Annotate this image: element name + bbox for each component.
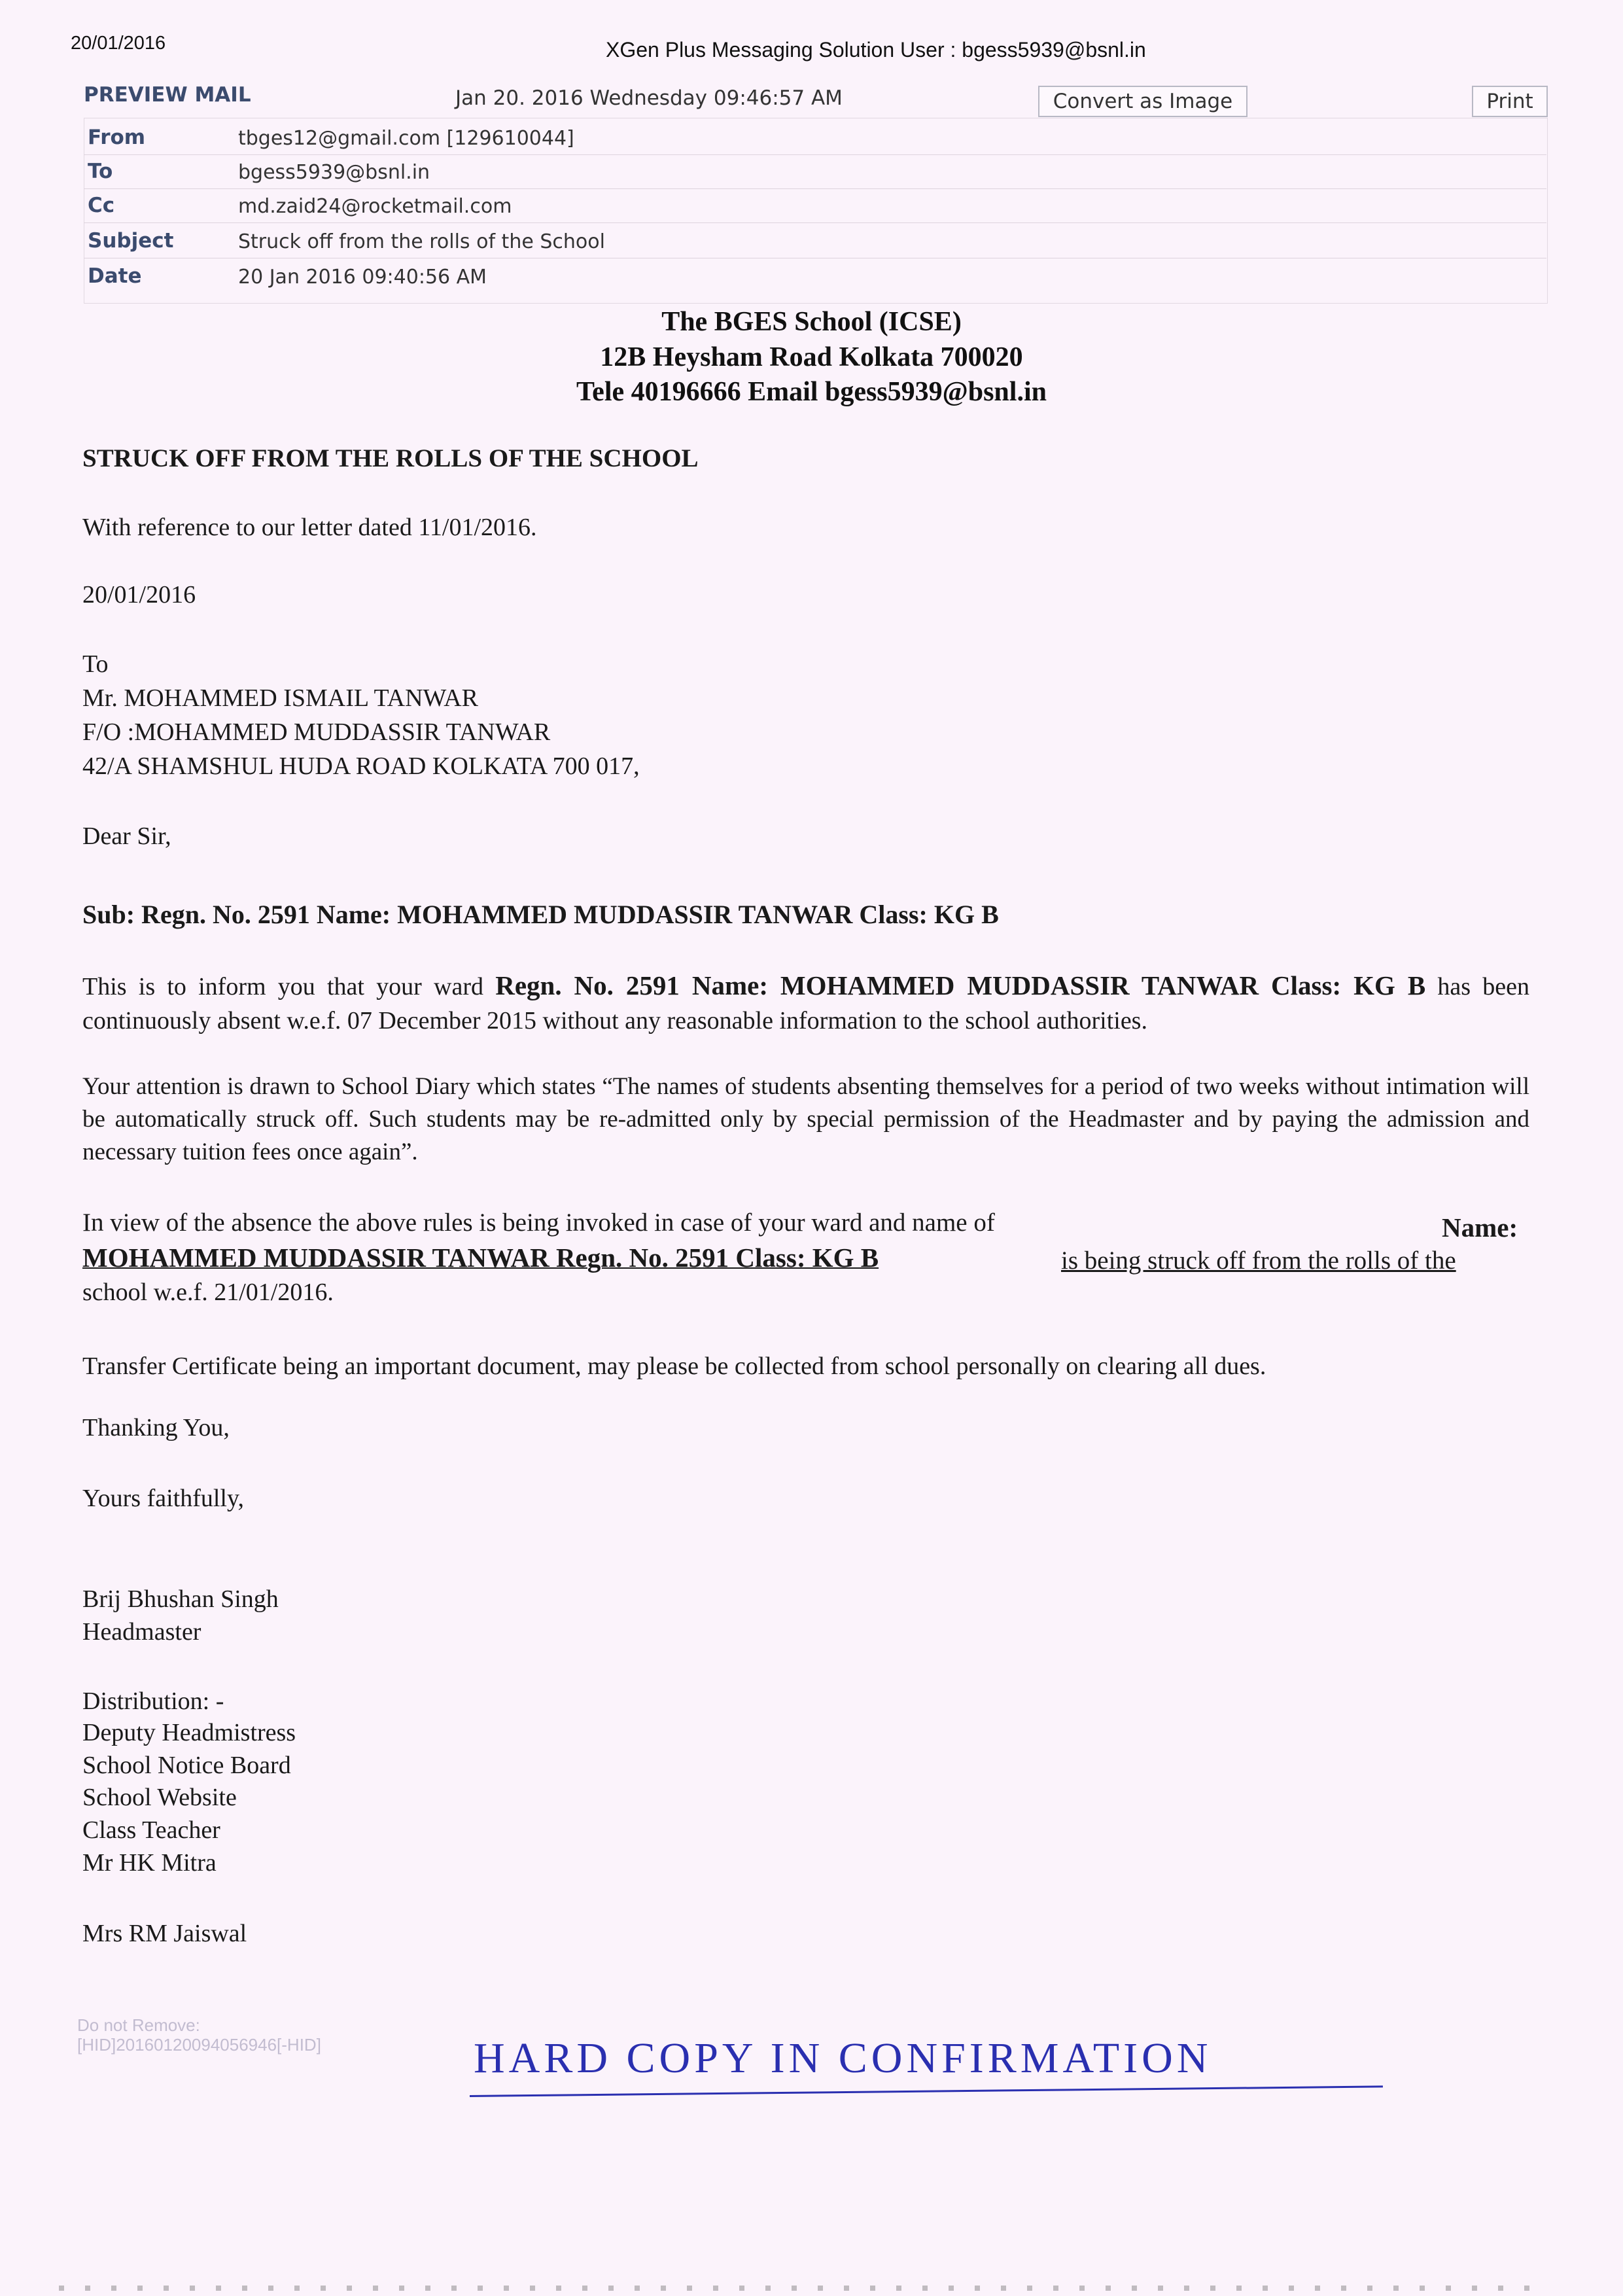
convert-as-image-button[interactable]: Convert as Image (1038, 86, 1248, 117)
subject-value: Struck off from the rolls of the School (238, 230, 605, 253)
para1-rest: has been continuously absent w.e.f. 07 December 2015 without any reasonable information to the school authorities. (82, 973, 1529, 1034)
header-row-cc (84, 190, 1546, 223)
header-row-date (84, 260, 1546, 293)
from-address: tbges12@gmail.com [129610044] (238, 127, 574, 150)
distribution-item: Mr HK Mitra (82, 1849, 217, 1877)
distribution-item: School Notice Board (82, 1752, 291, 1779)
do-not-remove-label: Do not Remove: (77, 2015, 200, 2035)
signatory-title: Headmaster (82, 1618, 201, 1646)
distribution-item: Class Teacher (82, 1816, 220, 1844)
distribution-item: Deputy Headmistress (82, 1719, 296, 1746)
handwritten-note: HARD COPY IN CONFIRMATION (474, 2034, 1212, 2082)
closing-line: Yours faithfully, (82, 1485, 245, 1512)
letter-date: 20/01/2016 (82, 581, 196, 609)
paragraph-absence (82, 968, 1529, 1038)
header-key: Date (88, 264, 142, 288)
header-row-subject (84, 225, 1546, 258)
date-value: 20 Jan 2016 09:40:56 AM (238, 266, 487, 289)
recipient-address: 42/A SHAMSHUL HUDA ROAD KOLKATA 700 017, (82, 752, 640, 780)
recipient-name: Mr. MOHAMMED ISMAIL TANWAR (82, 684, 478, 712)
cc-address: md.zaid24@rocketmail.com (238, 195, 512, 218)
para3-student-details: MOHAMMED MUDDASSIR TANWAR Regn. No. 2591 Class: KG B (82, 1243, 879, 1273)
preview-datetime: Jan 20. 2016 Wednesday 09:46:57 AM (455, 86, 843, 110)
print-button[interactable]: Print (1472, 86, 1548, 117)
reference-line: With reference to our letter dated 11/01/2016. (82, 514, 537, 541)
recipient-father-of: F/O :MOHAMMED MUDDASSIR TANWAR (82, 718, 551, 746)
header-key: To (88, 160, 113, 183)
header-row-from (84, 122, 1546, 155)
letter-heading: STRUCK OFF FROM THE ROLLS OF THE SCHOOL (82, 444, 699, 472)
hid-code: [HID]20160120094056946[-HID] (77, 2035, 321, 2055)
header-key: From (88, 126, 146, 149)
to-address: bgess5939@bsnl.in (238, 161, 430, 184)
extra-recipient: Mrs RM Jaiswal (82, 1920, 247, 1947)
bottom-print-artifact (59, 2286, 1550, 2291)
paragraph-transfer-certificate: Transfer Certificate being an important document, may please be collected from school personally on clearing all dues. (82, 1352, 1266, 1380)
para3-effective-date: school w.e.f. 21/01/2016. (82, 1279, 334, 1306)
header-key: Subject (88, 229, 174, 253)
print-title: XGen Plus Messaging Solution User : bgess5939@bsnl.in (606, 38, 1146, 62)
para1-intro: This is to inform you that your ward (82, 973, 496, 1000)
para3-struck-off: is being struck off from the rolls of the (1061, 1246, 1456, 1275)
header-key: Cc (88, 194, 115, 217)
school-address: 12B Heysham Road Kolkata 700020 (600, 342, 1023, 372)
para3-name-label: Name: (1442, 1212, 1518, 1243)
school-name: The BGES School (ICSE) (661, 307, 962, 337)
salutation: Dear Sir, (82, 822, 171, 850)
handwritten-underline (470, 2085, 1383, 2097)
to-label: To (82, 650, 109, 678)
signatory-name: Brij Bhushan Singh (82, 1585, 279, 1613)
school-contact: Tele 40196666 Email bgess5939@bsnl.in (576, 377, 1047, 407)
header-row-to (84, 156, 1546, 189)
print-date: 20/01/2016 (71, 33, 166, 54)
thanking-line: Thanking You, (82, 1414, 230, 1441)
para1-student-details: Regn. No. 2591 Name: MOHAMMED MUDDASSIR TANWAR Class: KG B (495, 970, 1426, 1000)
distribution-item: School Website (82, 1784, 237, 1811)
paragraph-school-diary: Your attention is drawn to School Diary which states “The names of students absenting themselves for a period of two weeks without intimation will be automatically struck off. Such students may be re-admitted only by special permission of the Headmaster and by paying the admission and necessary tuition fees once again”. (82, 1073, 1529, 1165)
preview-mail-label: PREVIEW MAIL (84, 83, 251, 107)
distribution-label: Distribution: - (82, 1687, 224, 1715)
subject-line: Sub: Regn. No. 2591 Name: MOHAMMED MUDDASSIR TANWAR Class: KG B (82, 900, 999, 929)
para3-intro: In view of the absence the above rules is being invoked in case of your ward and name of (82, 1209, 995, 1237)
